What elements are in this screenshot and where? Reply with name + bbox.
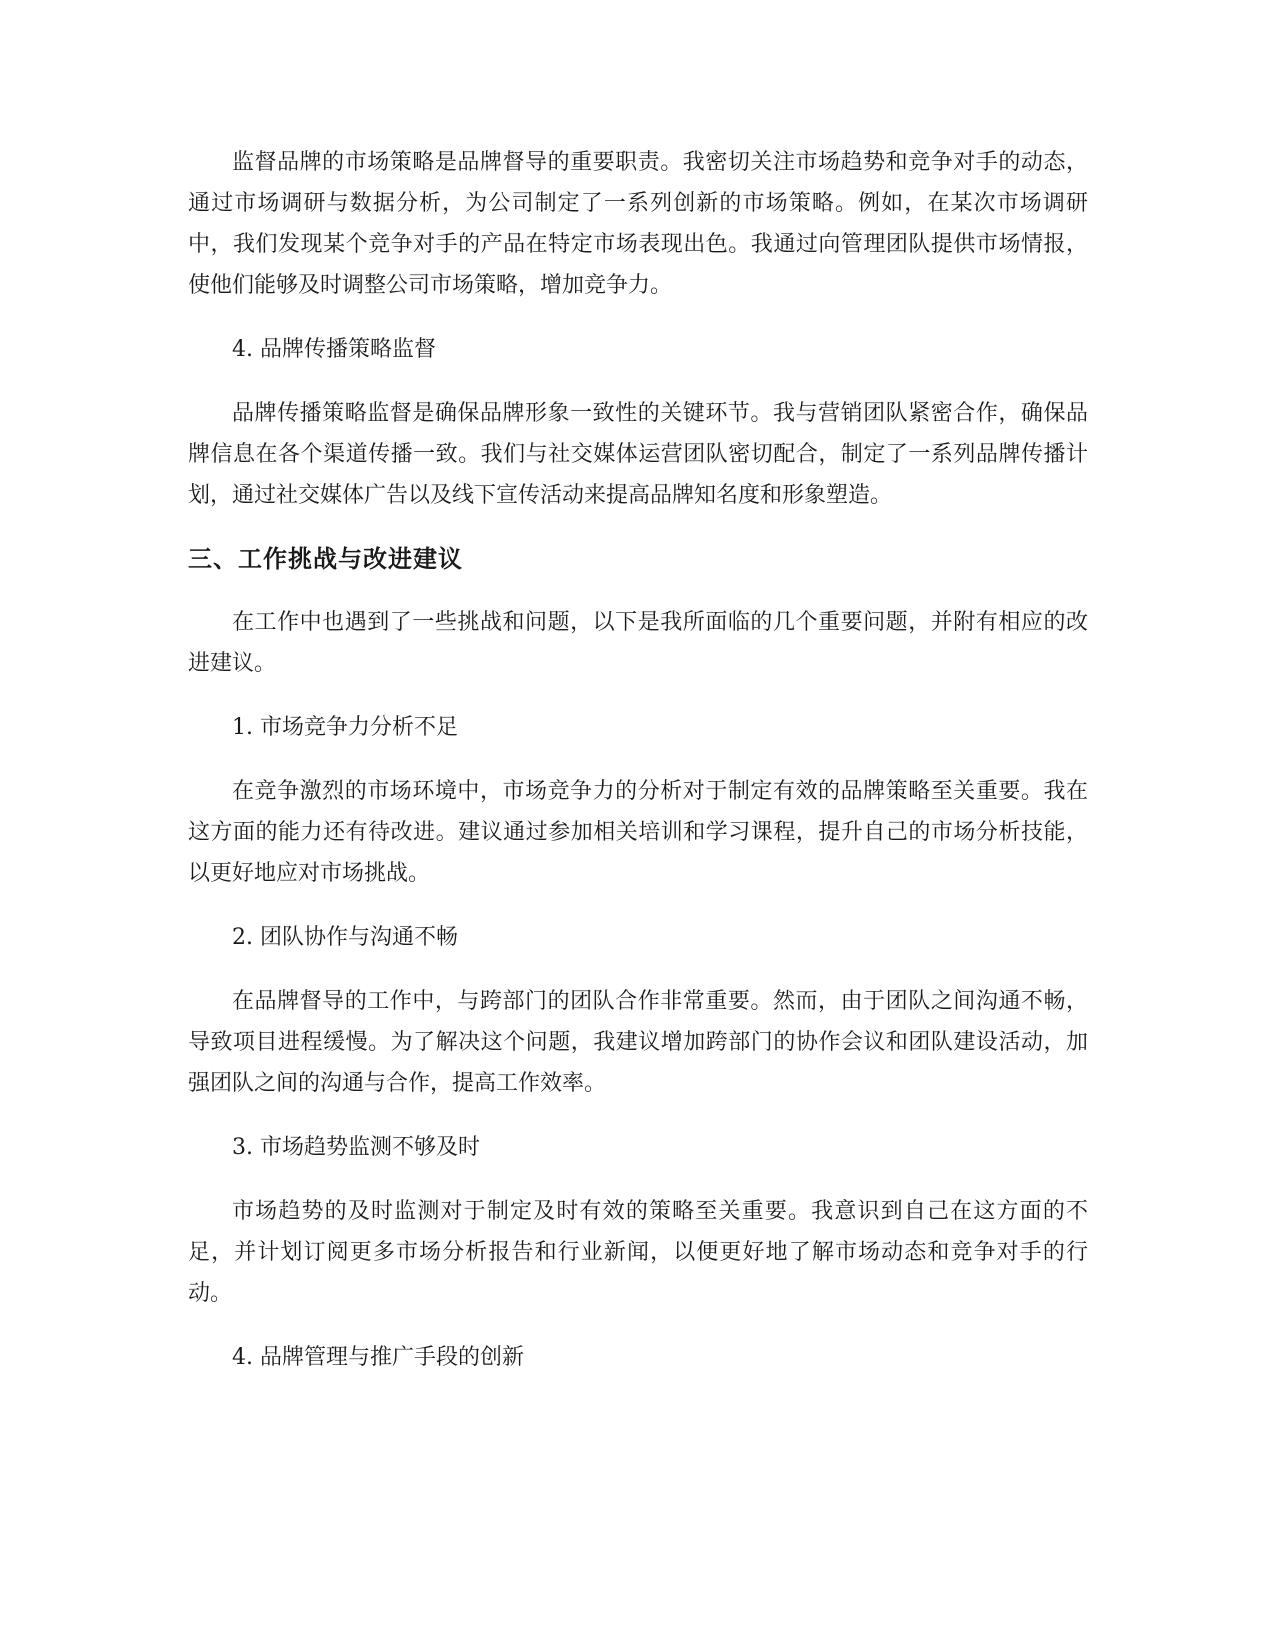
list-item-teamwork: 2. 团队协作与沟通不畅 (232, 925, 458, 950)
paragraph-trend-monitoring: 市场趋势的及时监测对于制定及时有效的策略至关重要。我意识到自己在这方面的不足，并计划订阅更多市场分析报告和行业新闻，以便更好地了解市场动态和竞争对手的行动。 (188, 1199, 1088, 1306)
list-item-innovation: 4. 品牌管理与推广手段的创新 (232, 1345, 524, 1370)
section-heading-challenges: 三、工作挑战与改进建议 (188, 545, 463, 573)
paragraph-teamwork: 在品牌督导的工作中，与跨部门的团队合作非常重要。然而，由于团队之间沟通不畅，导致项目进程缓慢。为了解决这个问题，我建议增加跨部门的协作会议和团队建设活动，加强团队之间的沟通与合作，提高工作效率。 (188, 989, 1088, 1096)
list-item-brand-communication: 4. 品牌传播策略监督 (232, 337, 436, 362)
paragraph-challenges-intro: 在工作中也遇到了一些挑战和问题，以下是我所面临的几个重要问题，并附有相应的改进建议。 (188, 610, 1088, 676)
paragraph-competitiveness: 在竞争激烈的市场环境中，市场竞争力的分析对于制定有效的品牌策略至关重要。我在这方面的能力还有待改进。建议通过参加相关培训和学习课程，提升自己的市场分析技能，以更好地应对市场挑战。 (188, 779, 1088, 886)
paragraph-market-strategy: 监督品牌的市场策略是品牌督导的重要职责。我密切关注市场趋势和竞争对手的动态，通过市场调研与数据分析，为公司制定了一系列创新的市场策略。例如，在某次市场调研中，我们发现某个竞争对手的产品在特定市场表现出色。我通过向管理团队提供市场情报，使他们能够及时调整公司市场策略，增加竞争力。 (188, 150, 1088, 298)
list-item-trend-monitoring: 3. 市场趋势监测不够及时 (232, 1135, 480, 1160)
document-body (188, 142, 1088, 1401)
list-item-competitiveness: 1. 市场竞争力分析不足 (232, 715, 458, 740)
paragraph-brand-communication: 品牌传播策略监督是确保品牌形象一致性的关键环节。我与营销团队紧密合作，确保品牌信息在各个渠道传播一致。我们与社交媒体运营团队密切配合，制定了一系列品牌传播计划，通过社交媒体广告以及线下宣传活动来提高品牌知名度和形象塑造。 (188, 401, 1088, 508)
